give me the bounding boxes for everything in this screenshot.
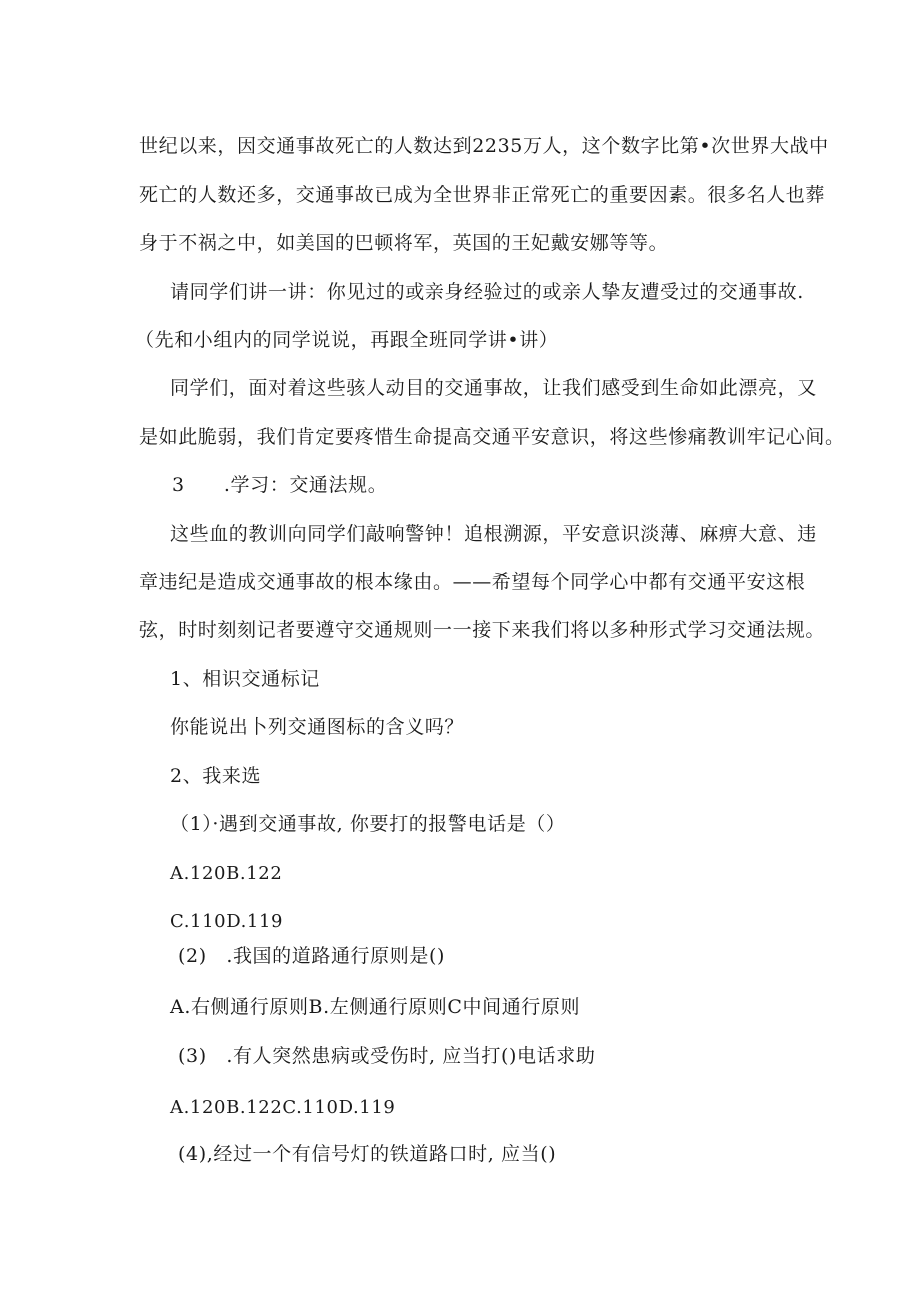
question-line: (4),经过一个有信号灯的铁道路口时, 应当() [178,1143,557,1165]
paragraph-line: 弦，时时刻刻记者要遵守交通规则一一接下来我们将以多种形式学习交通法规。 [139,619,826,641]
paragraph-line: 这些血的教训向同学们敲响警钟！追根溯源，平安意识淡薄、麻痹大意、违 [170,523,817,545]
paragraph-line: 同学们，面对着这些骇人动目的交通事故，让我们感受到生命如此漂亮，又 [170,377,817,399]
question-line: (3) .有人突然患病或受伤时, 应当打()电话求助 [178,1045,596,1067]
answer-options: A.120B.122C.110D.119 [170,1097,396,1118]
paragraph-line: 死亡的人数还多，交通事故已成为全世界非正常死亡的重要因素。很多名人也葬 [139,184,826,206]
paragraph-line: 世纪以来，因交通事故死亡的人数达到2235万人，这个数字比第•次世界大战中 [139,135,829,157]
answer-options: C.110D.119 [170,911,284,932]
subheading: 1、相识交通标记 [170,668,320,690]
subheading: 2、我来选 [170,765,262,787]
paragraph-line: 章违纪是造成交通事故的根本缘由。——希望每个同学心中都有交通平安这根 [139,571,806,593]
paragraph-line: （先和小组内的同学说说，再跟全班同学讲•讲） [135,329,559,351]
paragraph-line: 身于不祸之中，如美国的巴顿将军，英国的王妃戴安娜等等。 [139,232,669,254]
answer-options: A.120B.122 [170,863,283,884]
answer-options: A.右侧通行原则B.左侧通行原则C中间通行原则 [170,996,581,1018]
paragraph-line: 你能说出卜列交通图标的含义吗？ [170,716,465,738]
paragraph-line: 是如此脆弱，我们肯定要疼惜生命提高交通平安意识，将这些惨痛教训牢记心间。 [139,426,845,448]
section-heading: 3 .学习：交通法规。 [172,474,388,496]
question-line: （1）·遇到交通事故, 你要打的报警电话是（） [170,813,566,835]
paragraph-line: 请同学们讲一讲：你见过的或亲身经验过的或亲人挚友遭受过的交通事故. [170,281,804,303]
question-line: (2) .我国的道路通行原则是() [178,945,445,967]
